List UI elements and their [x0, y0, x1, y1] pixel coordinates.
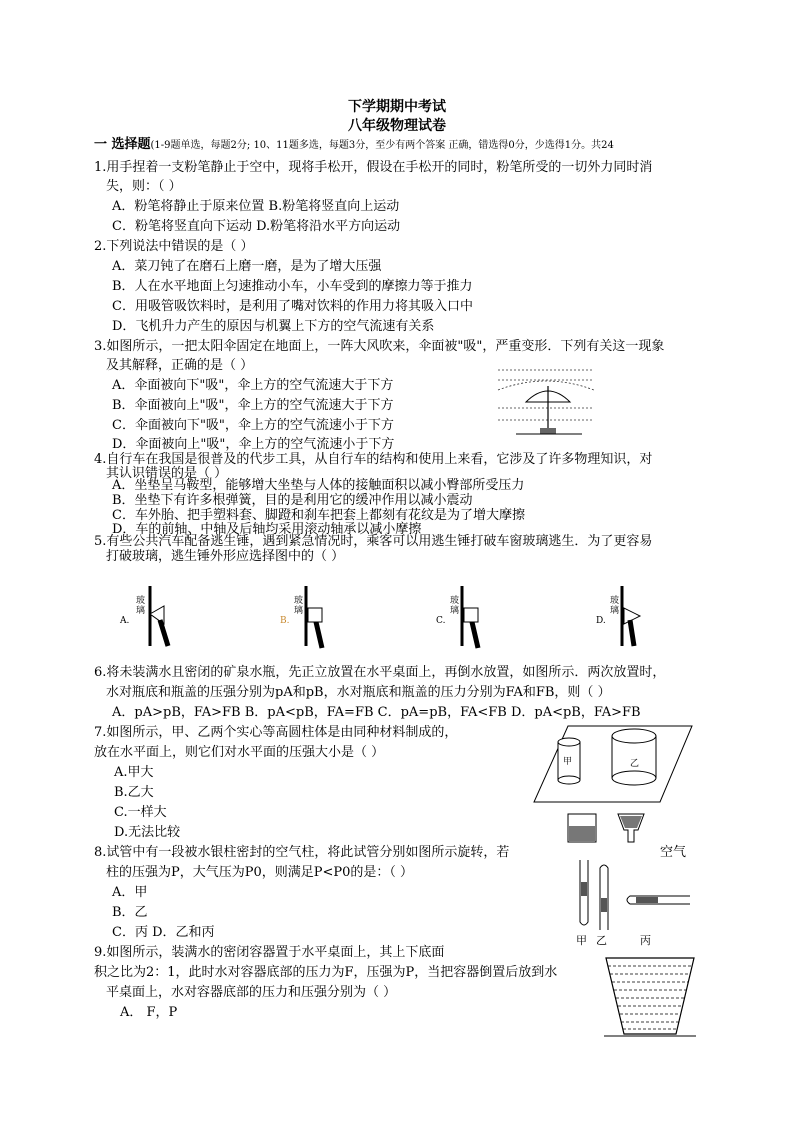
question-1-option: A．粉笔将静止于原来位置 B.粉笔将竖直向上运动 [112, 199, 400, 214]
question-3-option: B．伞面被向上"吸"，伞上方的空气流速大于下方 [112, 398, 394, 413]
question-4-option: C．车外胎、把手塑料套、脚蹬和刹车把套上都刻有花纹是为了增大摩擦 [112, 508, 525, 523]
question-8-option: A．甲 [112, 885, 148, 900]
section-heading [94, 137, 614, 154]
question-2-option: A．菜刀钝了在磨石上磨一磨，是为了增大压强 [112, 259, 382, 274]
tube-bing-label: 丙 [640, 934, 651, 947]
question-8-stem-2: 柱的压强为P，大气压为P0，则满足P<P0的是：（ ） [106, 865, 414, 880]
question-5-stem: 5.有些公共汽车配备逃生锤，遇到紧急情况时，乘客可以用逃生锤打破车窗玻璃逃生．为了更容易 [94, 534, 653, 549]
glass-label: 玻璃 [450, 596, 460, 616]
question-7-stem-2: 放在水平面上，则它们对水平面的压强大小是（ ） [94, 745, 385, 760]
question-7-option: A.甲大 [114, 765, 154, 780]
question-9-option: A． F，P [120, 1005, 178, 1020]
question-2-option: D．飞机升力产生的原因与机翼上下方的空气流速有关系 [112, 319, 435, 334]
exam-subtitle: 八年级物理试卷 [348, 118, 446, 134]
option-a-label: A. [120, 616, 130, 626]
option-b-label: B. [280, 616, 290, 626]
question-8-option: C．丙 D．乙和丙 [112, 925, 215, 940]
question-2-option: B．人在水平地面上匀速推动小车，小车受到的摩擦力等于推力 [112, 279, 473, 294]
question-3-stem-2: 及其解释，正确的是（ ） [106, 358, 254, 373]
question-4-option: A．坐垫呈马鞍型，能够增大坐垫与人体的接触面积以减小臀部所受压力 [112, 478, 525, 493]
question-4-stem-2: 其认识错误的是（ ） [106, 466, 228, 481]
question-7-stem: 7.如图所示，甲、乙两个实心等高圆柱体是由同种材料制成的， [94, 725, 458, 740]
question-1-stem-2: 失，则：（ ） [106, 179, 182, 194]
question-6-options: A．pA>pB，FA>FB B．pA<pB，FA=FB C．pA=pB，FA<FB D．pA<pB，FA>FB [112, 705, 641, 720]
question-8-option: B．乙 [112, 905, 148, 920]
question-6-stem-2: 水对瓶底和瓶盖的压强分别为pA和pB，水对瓶底和瓶盖的压力分别为FA和FB，则（ ） [106, 685, 611, 700]
exam-title: 下学期期中考试 [348, 99, 446, 115]
question-4-stem: 4.自行车在我国是很普及的代步工具，从自行车的结构和使用上来看，它涉及了许多物理知识，对 [94, 452, 653, 467]
question-3-option: C．伞面被向下"吸"，伞上方的空气流速小于下方 [112, 418, 394, 433]
question-3-option: A．伞面被向下"吸"，伞上方的空气流速大于下方 [112, 378, 394, 393]
glass-label: 玻璃 [294, 596, 304, 616]
question-3-option: D．伞面被向上"吸"，伞上方的空气流速小于下方 [112, 437, 395, 452]
glass-label: 玻璃 [610, 596, 620, 616]
question-8-stem-tail: 空气 [660, 845, 687, 860]
option-d-label: D. [596, 616, 606, 626]
section-instructions: (1-9题单选，每题2分; 10、11题多选，每题3分，至少有两个答案 正确，错选得0分，少选得1分。共24 [150, 140, 614, 151]
question-1-stem: 1.用手捏着一支粉笔静止于空中，现将手松开，假设在手松开的同时，粉笔所受的一切外力同时消 [94, 160, 653, 175]
tube-yi-label: 乙 [596, 934, 607, 947]
cylinders-figure [532, 722, 696, 846]
question-7-option: D.无法比较 [114, 825, 181, 840]
question-6-stem: 6.将未装满水且密闭的矿泉水瓶，先正立放置在水平桌面上，再倒水放置，如图所示．两次放置时， [94, 665, 666, 680]
glass-label: 玻璃 [136, 596, 146, 616]
question-3-stem: 3.如图所示，一把太阳伞固定在地面上，一阵大风吹来，伞面被"吸"，严重变形．下列有关这一现象 [94, 339, 665, 354]
cylinder-jia-label: 甲 [563, 757, 573, 767]
option-c-label: C. [436, 616, 446, 626]
umbrella-figure [496, 364, 596, 440]
question-2-stem: 2.下列说法中错误的是（ ） [94, 239, 254, 254]
tube-jia-label: 甲 [576, 934, 587, 947]
question-9-stem-2: 积之比为2：1，此时水对容器底部的压力为F，压强为P，当把容器倒置后放到水 [94, 965, 558, 980]
question-8-stem: 8.试管中有一段被水银柱密封的空气柱，将此试管分别如图所示旋转，若 [94, 845, 510, 860]
question-7-option: C.一样大 [114, 805, 167, 820]
cylinder-yi-label: 乙 [630, 759, 640, 769]
question-9-stem: 9.如图所示，装满水的密闭容器置于水平桌面上，其上下底面 [94, 945, 445, 960]
question-2-option: C．用吸管吸饮料时，是利用了嘴对饮料的作用力将其吸入口中 [112, 299, 473, 314]
section-title: 一 选择题 [94, 137, 151, 152]
question-4-option: D．车的前轴、中轴及后轴均采用滚动轴承以减小摩擦 [112, 522, 422, 537]
question-1-option: C．粉笔将竖直向下运动 D.粉笔将沿水平方向运动 [112, 219, 401, 234]
test-tube-figure [574, 858, 698, 938]
question-7-option: B.乙大 [114, 785, 154, 800]
container-figure [604, 956, 696, 1040]
question-4-option: B．坐垫下有许多根弹簧，目的是利用它的缓冲作用以减小震动 [112, 493, 473, 508]
question-5-stem-2: 打破玻璃，逃生锤外形应选择图中的（ ） [106, 549, 345, 564]
question-9-stem-3: 平桌面上，水对容器底部的压力和压强分别为（ ） [106, 985, 397, 1000]
